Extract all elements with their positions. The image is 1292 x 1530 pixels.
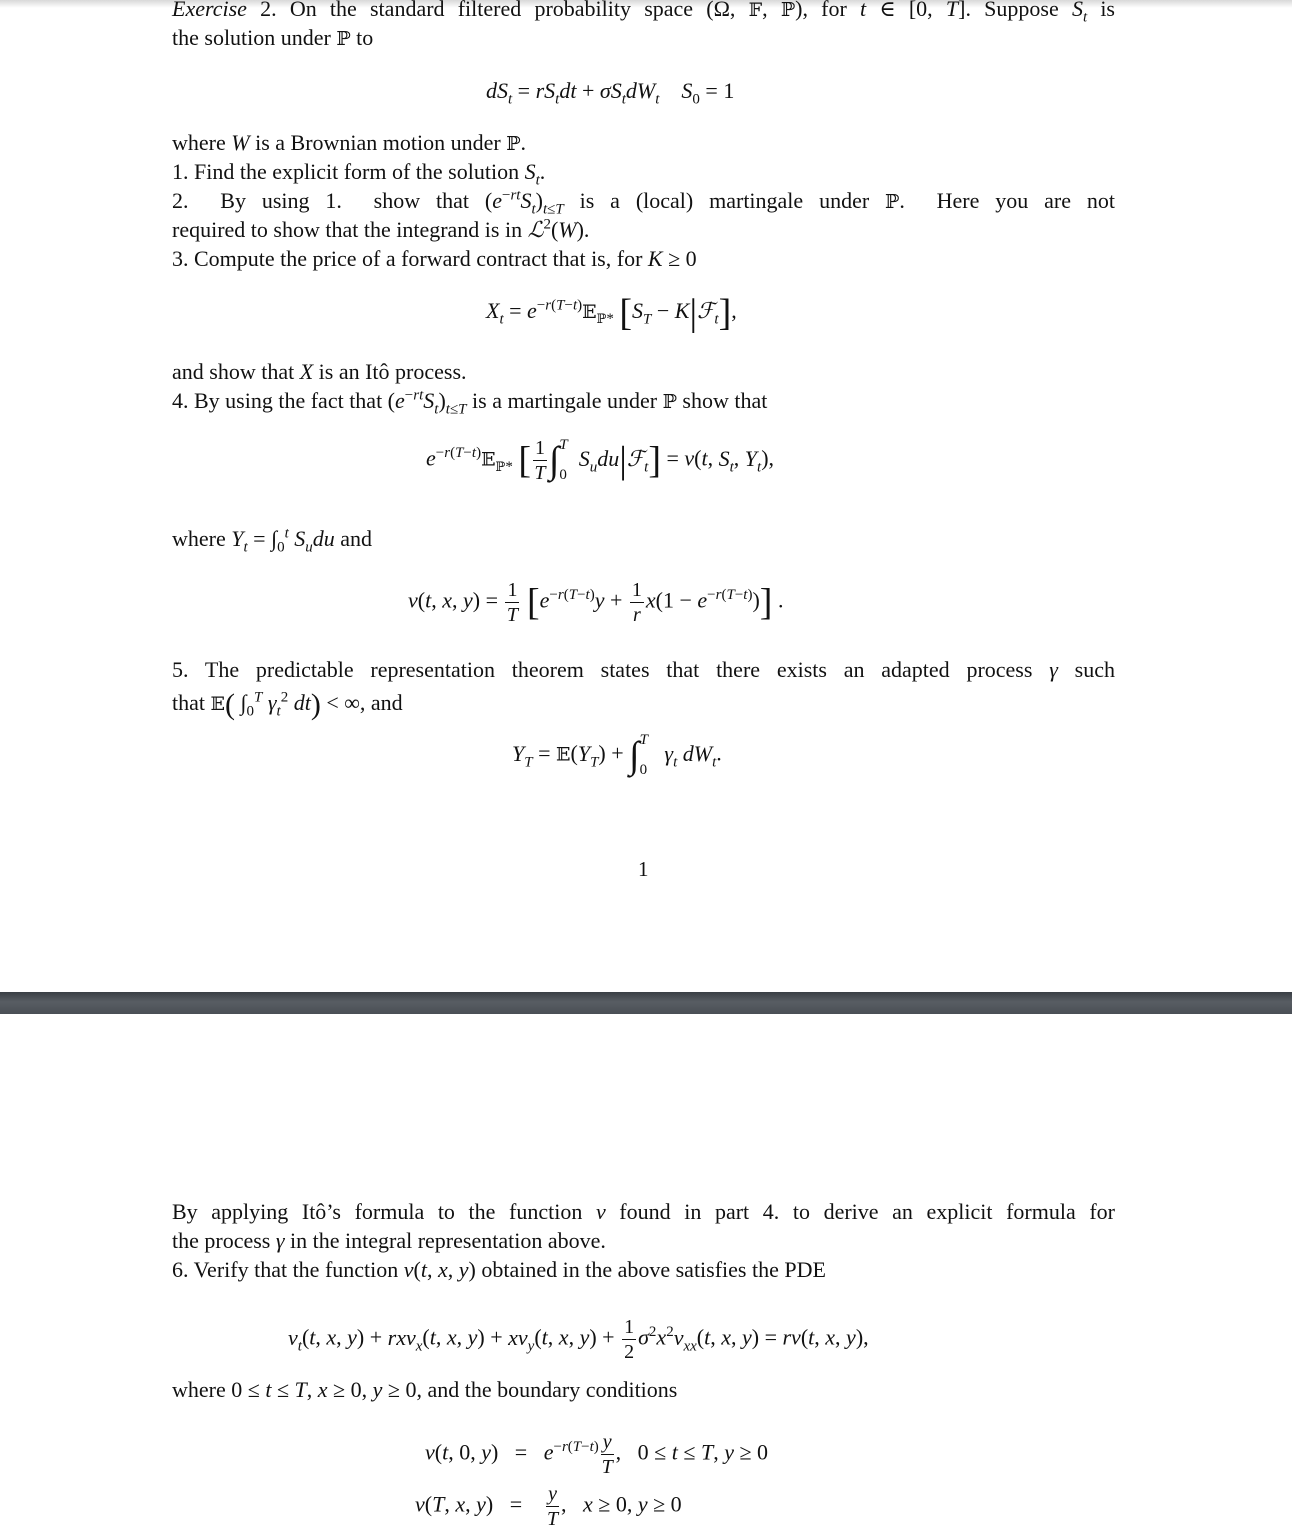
document-page-2 <box>0 1014 1292 1528</box>
apply-line-1: By applying Itô’s formula to the function v found in part 4. to derive an explicit formula for <box>172 1199 1115 1224</box>
ito-process-line: and show that X is an Itô process. <box>172 359 467 384</box>
v-function-equation: v(t, x, y) = $\frac{1}{T}$ [$e^{-r(T-t)}y$ + $\frac{1}{r}$ $x(1 - e^{-r(T-t)})$] . <box>408 579 784 626</box>
forward-price-equation: $X_t$ = $e^{-r(T-t)}𝔼_{ℙ*}$ [$S_T$ − K|ℱ$_t$], <box>486 291 737 334</box>
page-divider <box>0 992 1292 1014</box>
sde-equation: $dS_t = rS_tdt + \sigma S_tdW_t$ $S_0 = 1$ <box>486 78 735 108</box>
boundary-condition-1: v(t, 0, $y) = e^{-r(T-t)}$ $\frac{y}{T}$ , 0 ≤ t ≤ T, y ≥ 0 <box>425 1431 769 1478</box>
intro-line-1: Exercise 2. On the standard filtered probability space (Ω, 𝔽, ℙ), for t ∈ [0, T]. Suppose $S_t$ is <box>172 0 1115 26</box>
asian-option-equation: $e^{-r(T-t)}𝔼_{ℙ*}$ [ $\frac{1}{T}$ ∫T 0 $S_udu|ℱ_t] = v(t$, $S_t$, $Y_t$), <box>426 437 775 484</box>
intro-line-2: the solution under ℙ to <box>172 25 374 50</box>
page-number: 1 <box>638 857 649 881</box>
where-y-line: where $Y_t = \int_0^t$ $S_udu$ and <box>172 525 373 556</box>
item-6: 6. Verify that the function v(t, x, y) obtained in the above satisfies the PDE <box>172 1257 826 1282</box>
item-5-line-2: that 𝔼( $\int_0^T$ $\gamma_t^2$ dt) < ∞, and <box>172 687 403 721</box>
item-2-line-2: required to show that the integrand is in ℒ$^2$(W). <box>172 216 590 242</box>
where-domain-line: where 0 ≤ t ≤ T, x ≥ 0, y ≥ 0, and the boundary conditions <box>172 1377 678 1402</box>
representation-equation: $Y_T$ = $𝔼(Y_T) + \int T$ 0 $\gamma_t$ $dW_t$. <box>512 732 722 778</box>
pde-equation: $v_t(t$, x, y) + rxv$_x$(t, x, $y) + xv_y(t$, x, y) + $\frac{1}{2}$ $\sigma^2x^2v_{xx}(t$, x, y) = rv(t, x, y), <box>288 1316 869 1363</box>
where-w-line: where W is a Brownian motion under ℙ. <box>172 130 527 155</box>
item-4: 4. By using the fact that $(e^{-rt}S_t)_{t\le T}$ is a martingale under ℙ show that <box>172 387 768 418</box>
boundary-condition-2: v(T, x, y) = $\frac{y}{T}$ , x ≥ 0, y ≥ 0 <box>415 1483 682 1530</box>
item-3: 3. Compute the price of a forward contract that is, for K ≥ 0 <box>172 246 697 271</box>
apply-line-2: the process γ in the integral representation above. <box>172 1228 606 1253</box>
item-5-line-1: 5. The predictable representation theorem states that there exists an adapted process γ such <box>172 657 1116 682</box>
item-2-line-1: 2. By using 1. show that $(e^{-rt}S_t)_{t\le T}$ is a (local) martingale under ℙ. Here you are not <box>172 187 1115 218</box>
item-1: 1. Find the explicit form of the solution $S_t$. <box>172 159 546 189</box>
